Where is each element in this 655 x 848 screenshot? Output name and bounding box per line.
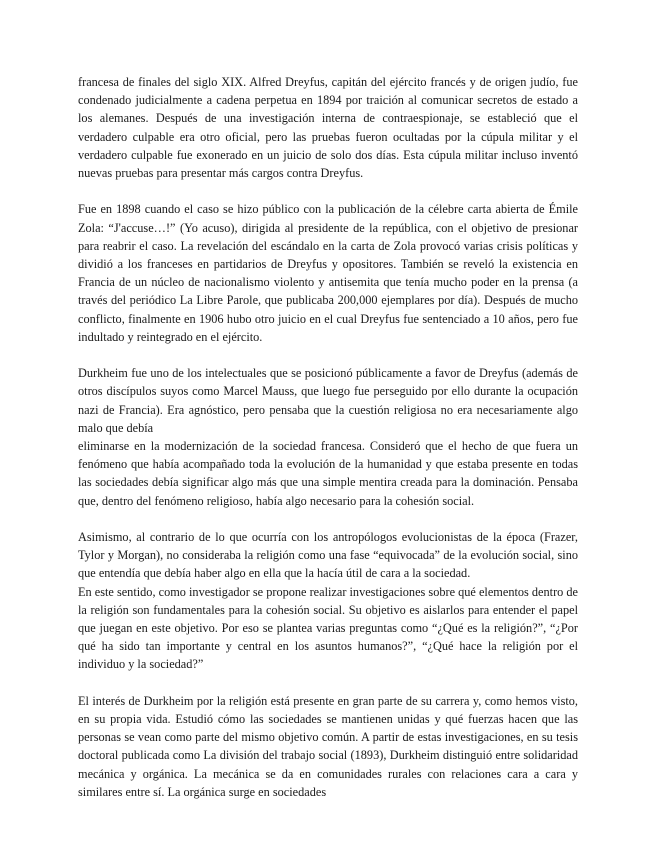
paragraph-dreyfus-case: francesa de finales del siglo XIX. Alfred Dreyfus, capitán del ejército francés y de origen judío, fue condenado judicialmente a cadena perpetua en 1894 por traición al comunicar secretos de estado a los alemanes. Después de una investigación interna de contraespionaje, se estableció que el verdadero culpable era otro oficial, pero las pruebas fueron ocultadas por la cúpula militar y el verdadero culpable fue exonerado en un juicio de solo dos días. Esta cúpula militar incluso inventó nuevas pruebas para presentar más cargos contra Dreyfus.	[78, 75, 578, 181]
paragraph-zola-accuse: Fue en 1898 cuando el caso se hizo público con la publicación de la célebre carta abierta de Émile Zola: “J'accuse…!” (Yo acuso), dirigida al presidente de la república, con el objetivo de presionar para reabrir el caso. La revelación del escándalo en la carta de Zola provocó varias crisis políticas y dividió a los franceses en partidarios de Dreyfus y opositores. También se reveló la existencia en Francia de un núcleo de nacionalismo violento y antisemita que tenía mucho poder en la prensa (a través del periódico La Libre Parole, que publicaba 200,000 ejemplares por día). Después de mucho conflicto, finalmente en 1906 hubo otro juicio en el cual Dreyfus fue sentenciado a 10 años, pero fue indultado y reintegrado en el ejército.	[78, 202, 578, 344]
paragraph-solidarity: El interés de Durkheim por la religión está presente en gran parte de su carrera y, como hemos visto, en su propia vida. Estudió cómo las sociedades se mantienen unidas y qué fuerzas hacen que las personas se vean como parte del mismo objetivo común. A partir de estas investigaciones, en su tesis doctoral publicada como La división del trabajo social (1893), Durkheim distinguió entre solidaridad mecánica y orgánica. La mecánica se da en comunidades rurales con relaciones cara a cara y similares entre sí. La orgánica surge en sociedades	[78, 693, 578, 799]
paragraph-research-questions: En este sentido, como investigador se propone realizar investigaciones sobre qué elementos dentro de la religión son fundamentales para la cohesión social. Su objetivo es aislarlos para entender el papel que juegan en este objetivo. Por eso se plantea varias preguntas como “¿Qué es la religión?”, “¿Por qué ha sido tan importante y central en los asuntos humanos?”, “¿Qué hace la religión por el individuo y la sociedad?”	[78, 584, 578, 672]
paragraph-durkheim-modernization: eliminarse en la modernización de la sociedad francesa. Consideró que el hecho de que fuera un fenómeno que había acompañado toda la evolución de la humanidad y que estaba presente en todas las sociedades debía significar algo más que una simple mentira creada para la dominación. Pensaba que, dentro del fenómeno religioso, había algo necesario para la cohesión social.	[78, 439, 578, 508]
paragraph-durkheim-position: Durkheim fue uno de los intelectuales que se posicionó públicamente a favor de Dreyfus (además de otros discípulos suyos como Marcel Mauss, que luego fue perseguido por ello durante la ocupación nazi de Francia). Era agnóstico, pero pensaba que la cuestión religiosa no era necesariamente algo malo que debía	[78, 366, 578, 435]
document-page	[78, 73, 578, 801]
paragraph-evolutionists: Asimismo, al contrario de lo que ocurría con los antropólogos evolucionistas de la época (Frazer, Tylor y Morgan), no consideraba la religión como una fase “equivocada” de la evolución social, sino que entendía que debía haber algo en ella que la hacía útil de cara a la sociedad.	[78, 530, 578, 581]
